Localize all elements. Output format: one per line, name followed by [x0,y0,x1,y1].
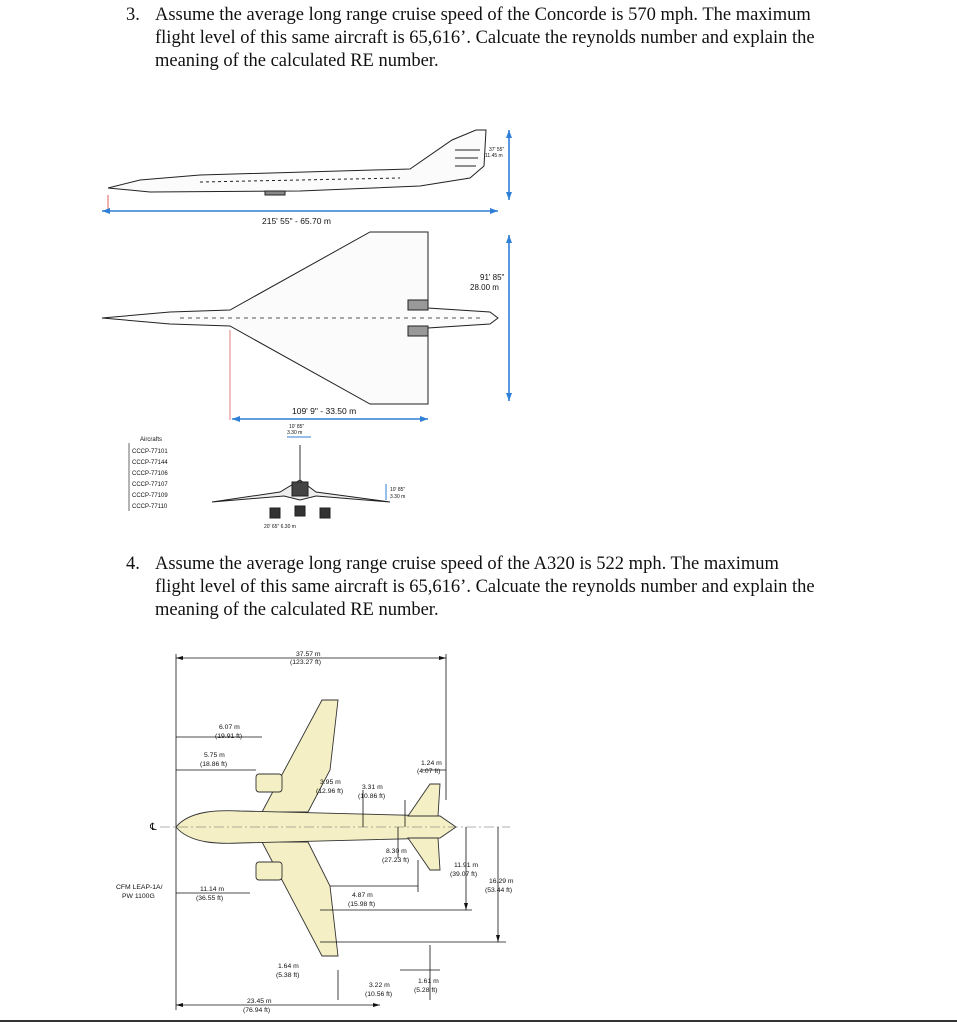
concorde-height-m: 11.45 m [485,153,503,159]
concorde-fin-ft: 10' 85" [390,487,406,493]
a320-487-ft: (15.98 ft) [348,901,376,908]
concorde-fin-m: 3.30 m [390,494,406,500]
a320-1114-ft: (36.55 ft) [196,895,224,902]
engine-label-line-2: PW 1100G [122,893,155,900]
question-4-line-2: flight level of this same aircraft is 65,616’. Calcuate the reynolds number and explain the [155,577,815,597]
a320-575-m: 5.75 m [204,752,225,759]
concorde-gear-track-m: 3.30 m [287,430,303,436]
question-3-line-3: meaning of the calculated RE number. [155,51,439,71]
a320-331-m: 3.31 m [362,784,383,791]
a320-span-m: 37.57 m [296,651,321,658]
aircraft-list-title: Aircrafts [140,437,163,443]
concorde-top-view [102,232,498,404]
a320-164-m: 1.64 m [278,963,299,970]
aircraft-item: CCCP-77101 [132,449,168,455]
engine-label-line-1: CFM LEAP-1A/ [116,884,163,891]
question-4-line-1: Assume the average long range cruise speed of the A320 is 522 mph. The maximum [155,554,779,574]
concorde-wing-root: 109' 9" - 33.50 m [292,406,357,416]
aircraft-list [129,437,168,511]
a320-395-ft: (12.96 ft) [316,788,344,795]
concorde-wheel-base: 20' 65" 6.30 m [264,524,296,530]
question-3-number: 3. [126,5,140,25]
a320-1629-m: 16.29 m [489,878,514,885]
a320-830-m: 8.30 m [386,848,407,855]
aircraft-item: CCCP-77107 [132,482,168,488]
concorde-front-view [212,445,390,518]
a320-161-m: 1.61 m [418,978,439,985]
a320-395-m: 3.95 m [320,779,341,786]
centerline-symbol: ℄ [150,822,157,833]
question-4-text [155,553,855,622]
concorde-length: 215' 55" - 65.70 m [262,216,331,226]
a320-124-m: 1.24 m [421,760,442,767]
aircraft-item: CCCP-77110 [132,504,168,510]
question-3-line-1: Assume the average long range cruise speed of the Concorde is 570 mph. The maximum [155,5,811,25]
concorde-gear-track-ft: 10' 85" [289,424,305,430]
concorde-span-m: 28.00 m [470,283,499,292]
aircraft-item: CCCP-77106 [132,471,168,477]
a320-2345-ft: (76.94 ft) [243,1007,271,1014]
a320-487-m: 4.87 m [352,892,373,899]
a320-331-ft: (10.86 ft) [358,793,386,800]
a320-322-m: 3.22 m [369,982,390,989]
a320-164-ft: (5.38 ft) [276,972,300,979]
a320-1114-m: 11.14 m [200,886,225,893]
question-4-line-3: meaning of the calculated RE number. [155,600,439,620]
a320-607-m: 6.07 m [219,724,240,731]
a320-1191-ft: (39.07 ft) [450,871,478,878]
concorde-span-ft: 91' 85" [480,273,505,282]
a320-322-ft: (10.56 ft) [365,991,393,998]
a320-diagram [0,630,957,1022]
a320-161-ft: (5.28 ft) [414,987,438,994]
question-3-line-2: flight level of this same aircraft is 65,616’. Calcuate the reynolds number and explain the [155,28,815,48]
concorde-side-view [108,130,486,210]
question-4-number: 4. [126,554,140,574]
a320-830-ft: (27.23 ft) [382,857,410,864]
a320-124-ft: (4.07 ft) [417,768,441,775]
page-bottom-rule [0,1020,957,1022]
a320-1191-m: 11.91 m [454,862,479,869]
concorde-height-ft: 37' 55" [489,147,505,153]
a320-span-ft: (123.27 ft) [290,659,321,666]
aircraft-item: CCCP-77109 [132,493,168,499]
a320-575-ft: (18.86 ft) [200,761,228,768]
aircraft-item: CCCP-77144 [132,460,168,466]
a320-1629-ft: (53.44 ft) [485,887,513,894]
a320-2345-m: 23.45 m [247,998,272,1005]
a320-607-ft: (19.91 ft) [215,733,243,740]
